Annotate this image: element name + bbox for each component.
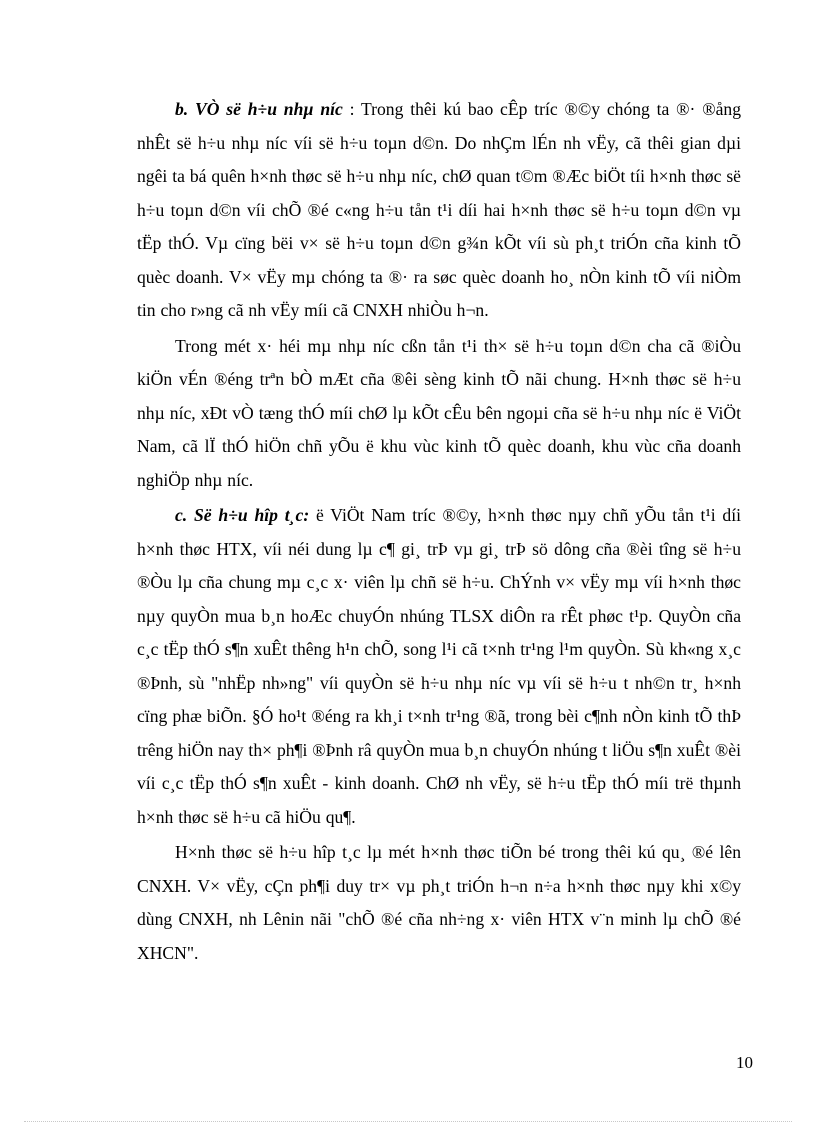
section-heading-state-ownership: b. VÒ së h÷u nhµ níc <box>175 99 343 119</box>
paragraph-text: ë ViÖt Nam tríc ®©y, h×nh thøc nµy chñ yÕu tån t¹i díi h×nh thøc HTX, víi néi dung lµ c¶ gi¸ trÞ vµ gi¸ trÞ sö dông cña ®èi tîng së h÷u ®Òu lµ cña chung mµ c¸c x· viên lµ chñ së h÷u. ChÝnh v× vËy mµ víi h×nh thøc nµy quyÒn mua b¸n hoÆc chuyÓn nhúng TLSX diÔn ra rÊt phøc t¹p. QuyÒn cña c¸c tËp thÓ s¶n xuÊt thêng h¹n chÕ, song l¹i cã t×nh tr¹ng l¹m quyÒn. Sù kh«ng x¸c ®Þnh, sù "nhËp nh»ng" víi quyÒn së h÷u nhµ níc vµ víi së h÷u t nh©n tr¸ h×nh cïng phæ biÕn. §Ó ho¹t ®éng ra kh¸i t×nh tr¹ng ®ã, trong bèi c¶nh nÒn kinh tÕ thÞ trêng hiÖn nay th× ph¶i ®Þnh râ quyÒn mua b¸n chuyÓn nhúng t liÖu s¶n xuÊt ®èi víi c¸c tËp thÓ s¶n xuÊt - kinh doanh. ChØ nh vËy, së h÷u tËp thÓ míi trë thµnh h×nh thøc së h÷u cã hiÖu qu¶. <box>137 505 741 827</box>
paragraph-state-ownership <box>137 93 741 328</box>
page-content <box>137 93 741 972</box>
paragraph-state-society <box>137 330 741 498</box>
paragraph-cooperative-form <box>137 836 741 970</box>
page-number: 10 <box>736 1053 753 1072</box>
paragraph-cooperative-ownership <box>137 499 741 834</box>
section-heading-cooperative-ownership: c. Së h÷u hîp t¸c: <box>175 505 310 525</box>
page-bottom-rule <box>24 1121 792 1122</box>
paragraph-text: H×nh thøc së h÷u hîp t¸c lµ mét h×nh thøc tiÕn bé trong thêi kú qu¸ ®é lên CNXH. V× vËy, cÇn ph¶i duy tr× vµ ph¸t triÓn h¬n n÷a h×nh thøc nµy khi x©y dùng CNXH, nh Lênin nãi "chÕ ®é cña nh÷ng x· viên HTX v¨n minh lµ chÕ ®é XHCN". <box>137 842 741 963</box>
paragraph-text: : Trong thêi kú bao cÊp tríc ®©y chóng ta ®· ®ång nhÊt së h÷u nhµ níc víi së h÷u toµn d©n. Do nhÇm lÉn nh vËy, cã thêi gian dµi ngêi ta bá quên h×nh thøc së h÷u nhµ níc, chØ quan t©m ®Æc biÖt tíi h×nh thøc së h÷u toµn d©n víi chÕ ®é c«ng h÷u tån t¹i díi hai h×nh thøc së h÷u toµn d©n vµ tËp thÓ. Vµ cïng bëi v× së h÷u toµn d©n g¾n kÕt víi sù ph¸t triÓn cña kinh tÕ quèc doanh. V× vËy mµ chóng ta ®· ra søc quèc doanh ho¸ nÒn kinh tÕ víi niÒm tin cho r»ng cã nh vËy míi cã CNXH nhiÒu h¬n. <box>137 99 741 320</box>
paragraph-text: Trong mét x· héi mµ nhµ níc cßn tån t¹i th× së h÷u toµn d©n cha cã ®iÒu kiÖn vÉn ®éng trªn bÒ mÆt cña ®êi sèng kinh tÕ nãi chung. H×nh thøc së h÷u nhµ níc, xÐt vÒ tæng thÓ míi chØ lµ kÕt cÊu bên ngoµi cña së h÷u nhµ níc ë ViÖt Nam, cã lÏ thÓ hiÖn chñ yÕu ë khu vùc kinh tÕ quèc doanh, khu vùc cña doanh nghiÖp nhµ níc. <box>137 335 741 490</box>
